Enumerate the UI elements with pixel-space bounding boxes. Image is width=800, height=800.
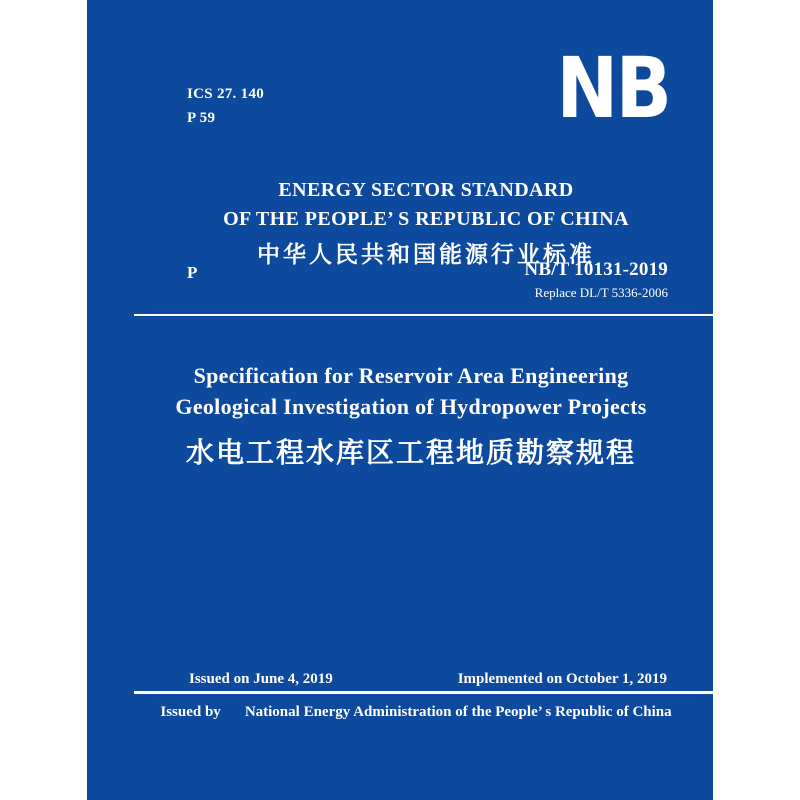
bottom-divider xyxy=(134,691,713,694)
org-line1: ENERGY SECTOR STANDARD xyxy=(278,179,574,201)
ics-block xyxy=(187,82,264,130)
standard-org-block xyxy=(87,176,713,269)
title-english-line1: Specification for Reservoir Area Engineering xyxy=(193,363,629,388)
implemented-on-date: Implemented on October 1, 2019 xyxy=(457,671,667,687)
p-mark: P xyxy=(187,263,198,282)
standard-number: NB/T 10131-2019 xyxy=(524,259,668,280)
issued-by-line xyxy=(87,704,713,721)
org-line2: OF THE PEOPLE’ S REPUBLIC OF CHINA xyxy=(223,208,629,230)
replaces-note: Replace DL/T 5336-2006 xyxy=(534,285,668,300)
p-classification-code: P 59 xyxy=(187,110,216,126)
issued-on-date: Issued on June 4, 2019 xyxy=(189,671,333,687)
org-chinese: 中华人民共和国能源行业标准 xyxy=(257,242,595,267)
title-english-line2: Geological Investigation of Hydropower Projects xyxy=(175,394,647,419)
footer-dates xyxy=(189,671,667,688)
issued-by-label: Issued by xyxy=(160,704,221,720)
title-block xyxy=(87,360,713,471)
issued-by-value: National Energy Administration of the People’ s Republic of China xyxy=(244,704,672,720)
top-divider xyxy=(134,314,713,316)
title-chinese: 水电工程水库区工程地质勘察规程 xyxy=(185,438,636,469)
cover xyxy=(87,0,713,800)
ics-code: ICS 27. 140 xyxy=(187,86,265,102)
nb-logo: NB xyxy=(556,39,669,137)
standard-number-block xyxy=(524,259,668,301)
